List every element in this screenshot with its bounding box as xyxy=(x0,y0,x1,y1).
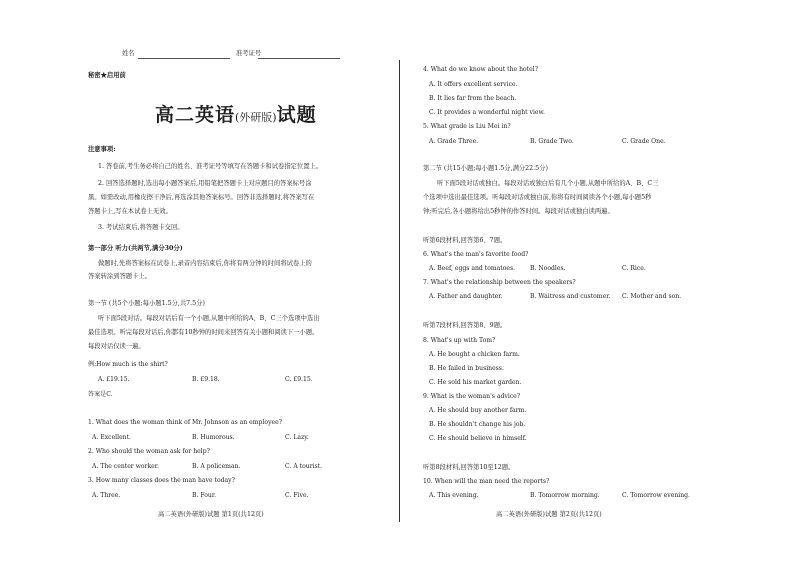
title-main: 高二英语 xyxy=(155,104,236,126)
name-blank xyxy=(138,58,230,59)
question-9: 9. What is the woman's advice? xyxy=(423,393,521,400)
q2-option-a: A. The center worker. xyxy=(92,463,159,470)
notes-heading: 注意事项: xyxy=(88,146,116,153)
section1-line2: 最佳选项。听完每段对话后,你都有10秒钟的时间来回答有关小题和阅读下一小题。 xyxy=(88,329,319,336)
secret-label: 秘密★启用前 xyxy=(88,72,126,79)
q10-option-c: C. Tomorrow evening. xyxy=(622,492,690,499)
page-divider xyxy=(399,60,400,522)
id-blank xyxy=(258,58,340,59)
q6-option-a: A. Beef, eggs and tomatoes. xyxy=(429,265,516,272)
note-2-line2: 黑。如需改动,用橡皮擦干净后,再选涂其他答案标号。回答非选择题时,将答案写在 xyxy=(88,194,315,201)
material6-intro: 听第6段材料,回答第6、7题。 xyxy=(423,237,507,244)
question-5: 5. What grade is Liu Mei in? xyxy=(423,123,511,130)
q5-option-c: C. Grade One. xyxy=(622,138,666,145)
example-option-c: C. £9.15. xyxy=(285,376,313,383)
part1-intro-1: 做题时,先将答案标在试卷上,录音内容结束后,你将有两分钟的时间将试卷上的 xyxy=(98,260,312,267)
part1-heading: 第一部分 听力(共两节,满分30分) xyxy=(88,245,183,252)
q2-option-c: C. A tourist. xyxy=(285,463,323,470)
q3-option-a: A. Three. xyxy=(92,492,121,499)
note-3: 3. 考试结束后,将答题卡交回。 xyxy=(98,224,184,231)
q5-option-a: A. Grade Three. xyxy=(429,138,479,145)
section1-line3: 每段对话仅读一遍。 xyxy=(88,343,145,350)
q9-option-a: A. He should buy another farm. xyxy=(429,407,527,414)
section1-heading: 第一节 (共5个小题;每小题1.5分,共7.5分) xyxy=(88,300,205,307)
part1-intro-2: 答案转涂到答题卡上。 xyxy=(88,273,151,280)
page-title xyxy=(155,100,317,127)
q6-option-c: C. Rice. xyxy=(622,265,646,272)
title-version: (外研版) xyxy=(235,111,277,124)
section1-line1: 听下面5段对话。每段对话后有一个小题,从题中所给的A、B、C三个选项中选出 xyxy=(98,315,320,322)
q9-option-c: C. He should believe in himself. xyxy=(429,435,527,442)
id-label: 准考证号 xyxy=(236,50,262,57)
q8-option-c: C. He sold his market garden. xyxy=(429,379,522,386)
example-answer: 答案是C. xyxy=(88,391,113,398)
q2-option-b: B. A policeman. xyxy=(192,463,241,470)
q8-option-b: B. He failed in business. xyxy=(429,365,504,372)
section2-line2: 个选项中选出最佳选项。听每段对话或独白前,你将有时间阅读各个小题,每小题5秒 xyxy=(423,194,652,201)
section2-heading: 第二节 (共15小题;每小题1.5分,满分22.5分) xyxy=(423,165,548,172)
q3-option-b: B. Four. xyxy=(192,492,217,499)
question-2: 2. Who should the woman ask for help? xyxy=(88,448,210,455)
footer-page2: 高二英语(外研版)试题 第2页(共12页) xyxy=(496,511,602,518)
q9-option-b: B. He shouldn't change his job. xyxy=(429,421,526,428)
q10-option-b: B. Tomorrow morning. xyxy=(530,492,600,499)
q6-option-b: B. Noodles. xyxy=(530,265,566,272)
material7-intro: 听第7段材料,回答第8、9题。 xyxy=(423,322,507,329)
title-suffix: 试题 xyxy=(276,104,317,126)
section2-line1: 听下面5段对话或独白。每段对话或独白后有几个小题,从题中所给的A、B、C三 xyxy=(437,180,659,187)
q1-option-a: A. Excellent. xyxy=(92,434,131,441)
example-question: 例:How much is the shirt? xyxy=(88,361,168,368)
q4-option-b: B. It lies far from the beach. xyxy=(429,95,517,102)
question-7: 7. What's the relationship between the speakers? xyxy=(423,279,576,286)
note-2-line3: 答题卡上,写在本试卷上无效。 xyxy=(88,208,172,215)
note-2-line1: 2. 回答选择题时,选出每小题答案后,用铅笔把答题卡上对应题目的答案标号涂 xyxy=(98,180,312,187)
question-3: 3. How many classes does the man have today? xyxy=(88,477,235,484)
footer-page1: 高二英语(外研版)试题 第1页(共12页) xyxy=(158,511,264,518)
q8-option-a: A. He bought a chicken farm. xyxy=(429,351,520,358)
q7-option-c: C. Mother and son. xyxy=(622,293,682,300)
q4-option-a: A. It offers excellent service. xyxy=(429,81,518,88)
example-option-a: A. £19.15. xyxy=(98,376,130,383)
q7-option-a: A. Father and daughter. xyxy=(429,293,503,300)
material8-intro: 听第8段材料,回答第10至12题。 xyxy=(423,464,515,471)
question-4: 4. What do we know about the hotel? xyxy=(423,66,538,73)
question-6: 6. What's the man's favorite food? xyxy=(423,251,529,258)
section2-line3: 钟;听完后,各小题将给出5秒钟的作答时间。每段对话或独白读两遍。 xyxy=(423,208,614,215)
q10-option-a: A. This evening. xyxy=(429,492,479,499)
q4-option-c: C. It provides a wonderful night view. xyxy=(429,109,545,116)
name-label: 姓名 xyxy=(122,50,135,57)
question-8: 8. What's up with Tom? xyxy=(423,337,496,344)
q5-option-b: B. Grade Two. xyxy=(530,138,574,145)
note-1: 1. 答卷前,考生务必将自己的姓名、准考证号等填写在答题卡和试卷指定位置上。 xyxy=(98,163,323,170)
q7-option-b: B. Waitress and customer. xyxy=(530,293,611,300)
q1-option-c: C. Lazy. xyxy=(285,434,309,441)
question-10: 10. When will the man need the reports? xyxy=(423,478,550,485)
question-1: 1. What does the woman think of Mr. Johnson as an employee? xyxy=(88,419,283,426)
q3-option-c: C. Five. xyxy=(285,492,309,499)
q1-option-b: B. Humorous. xyxy=(192,434,235,441)
example-option-b: B. £9.18. xyxy=(192,376,220,383)
